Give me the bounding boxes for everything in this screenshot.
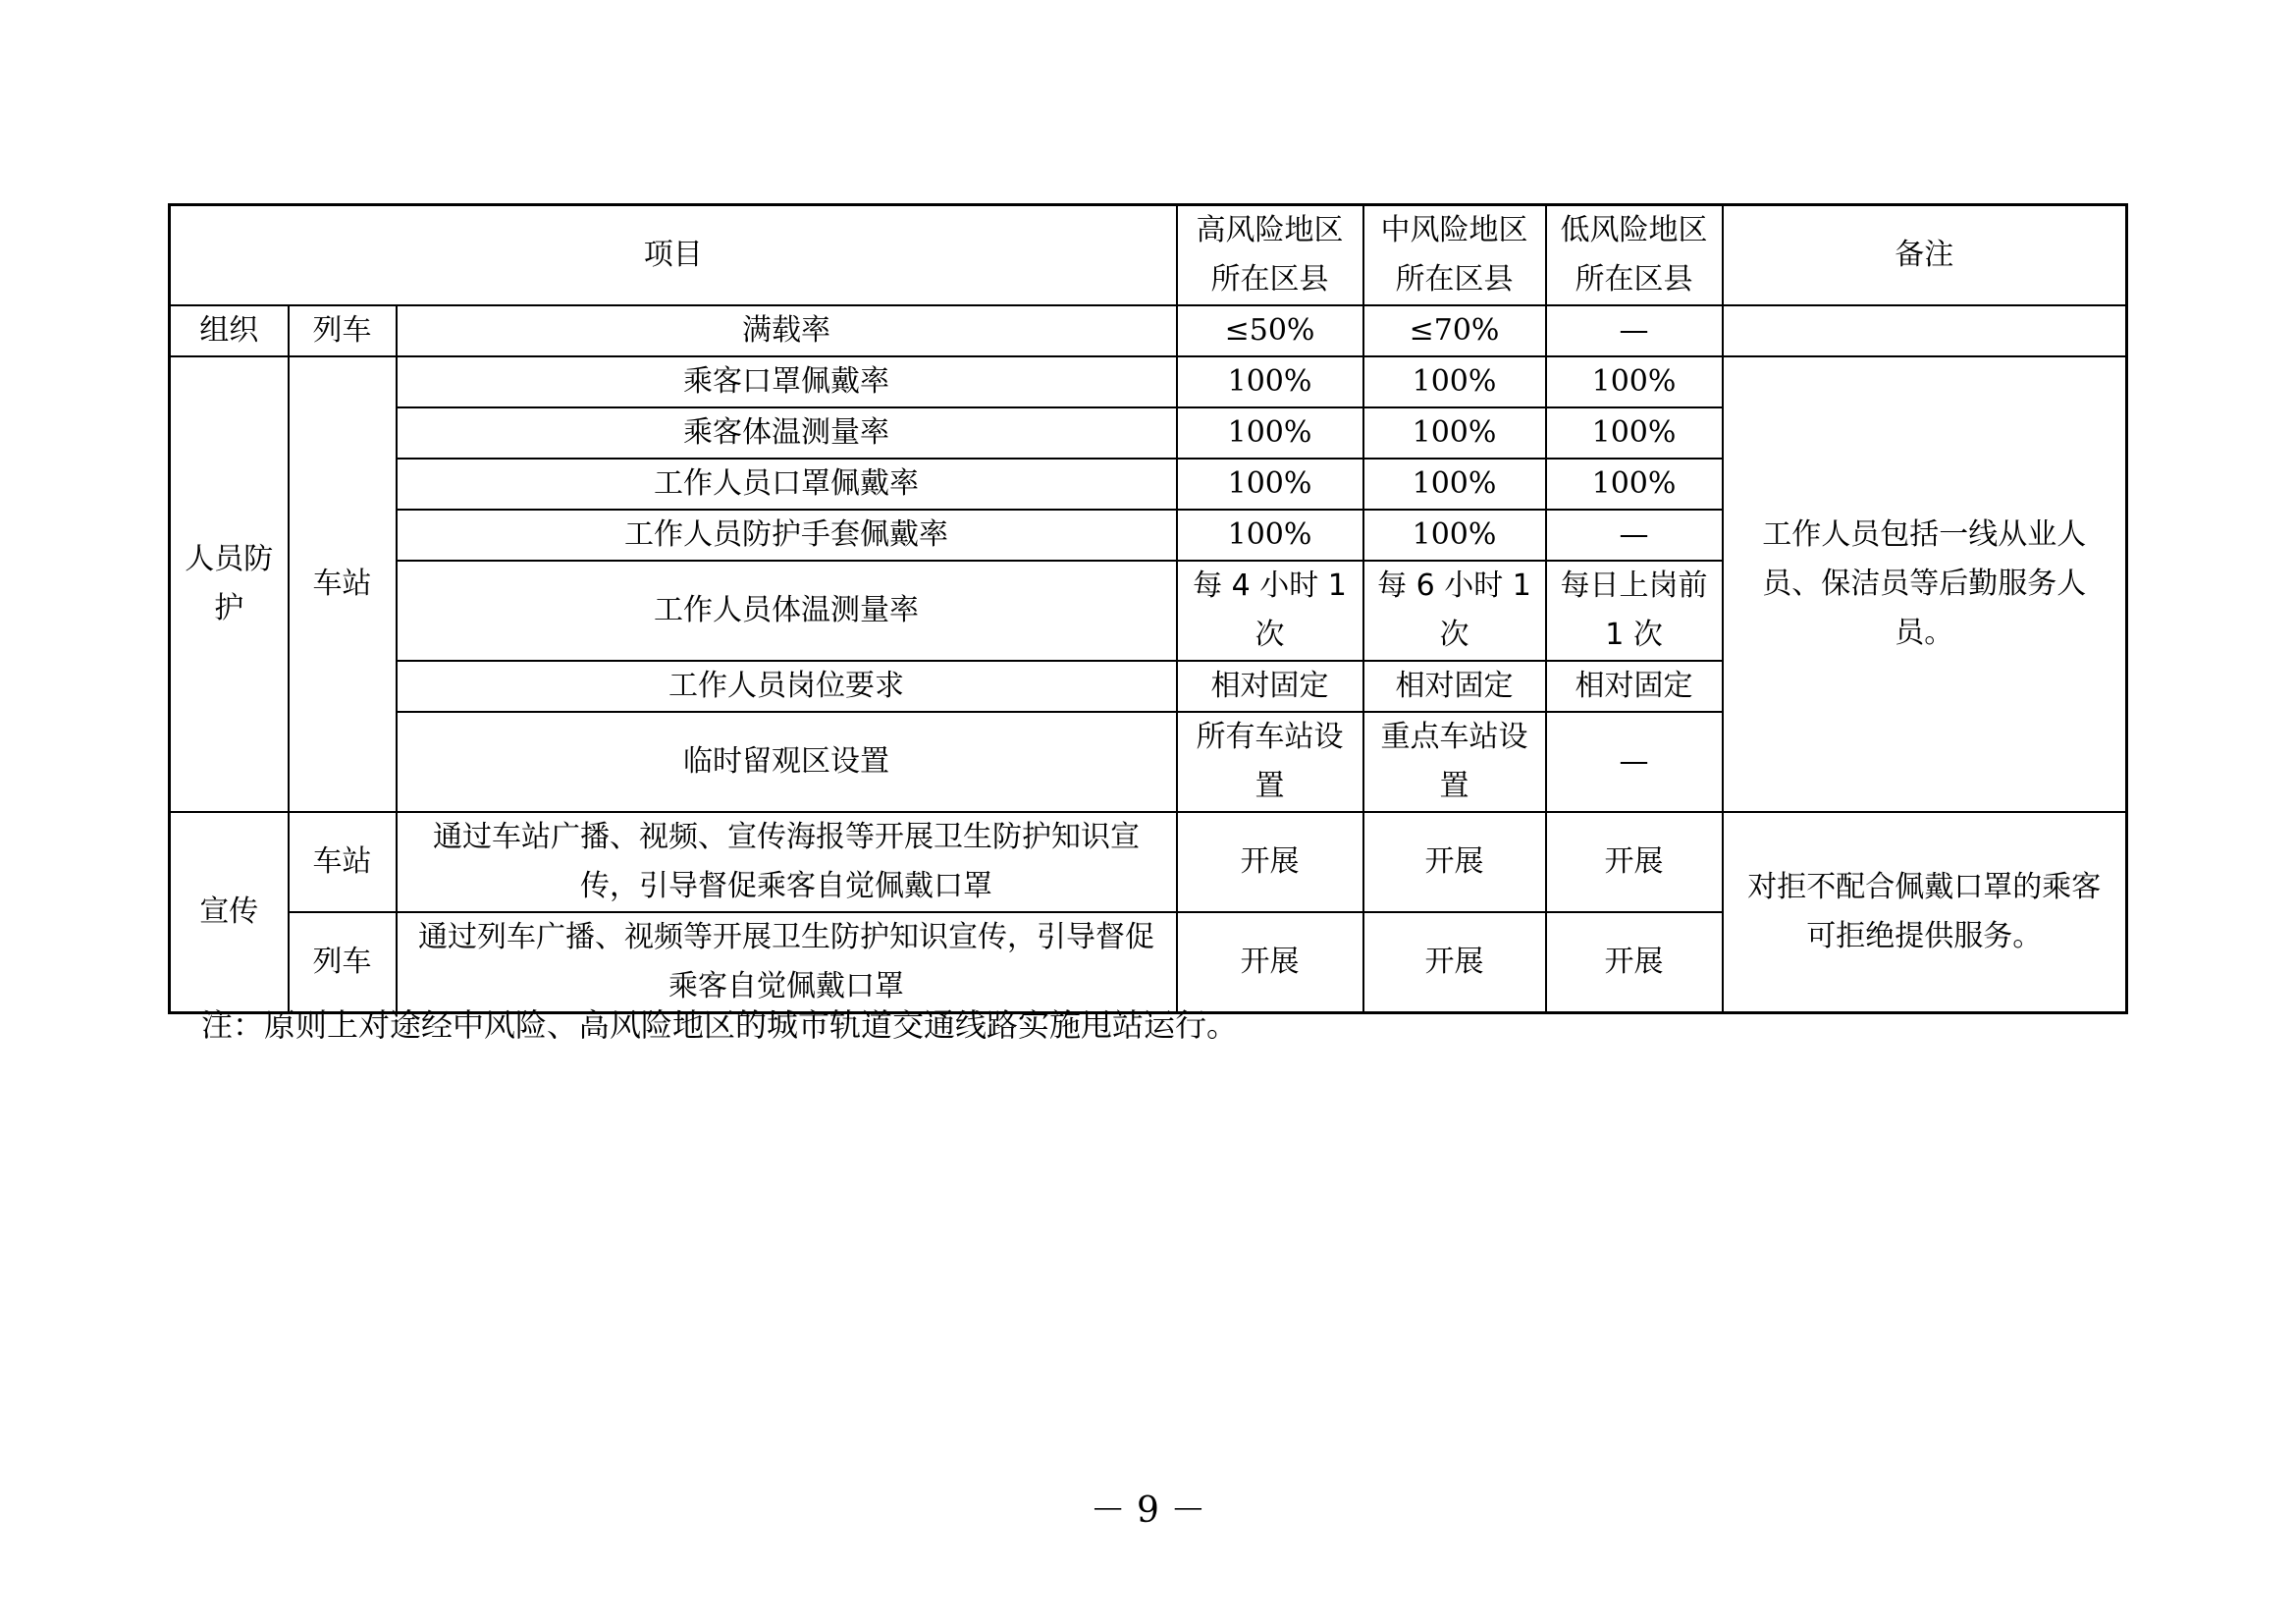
- remark-cell: [1723, 305, 2127, 356]
- header-row: [170, 205, 2127, 306]
- remark-cell: 对拒不配合佩戴口罩的乘客可拒绝提供服务。: [1723, 812, 2127, 1013]
- high-risk-value: 100%: [1177, 356, 1363, 407]
- high-risk-value: 开展: [1177, 812, 1363, 912]
- header-medium-risk: 中风险地区所在区县: [1363, 205, 1546, 306]
- low-risk-value: 100%: [1546, 407, 1723, 459]
- medium-risk-value: 100%: [1363, 407, 1546, 459]
- high-risk-value: 100%: [1177, 407, 1363, 459]
- high-risk-value: 开展: [1177, 912, 1363, 1013]
- high-risk-value: ≤50%: [1177, 305, 1363, 356]
- subcategory-cell: 车站: [289, 356, 397, 812]
- table-row: [170, 305, 2127, 356]
- header-low-risk: 低风险地区所在区县: [1546, 205, 1723, 306]
- low-risk-value: 相对固定: [1546, 661, 1723, 712]
- medium-risk-value: 100%: [1363, 510, 1546, 561]
- item-cell: 满载率: [397, 305, 1177, 356]
- subcategory-cell: 列车: [289, 912, 397, 1013]
- page-number: － 9 －: [1090, 1490, 1206, 1531]
- header-item: 项目: [170, 205, 1177, 306]
- item-cell: 乘客口罩佩戴率: [397, 356, 1177, 407]
- subcategory-cell: 车站: [289, 812, 397, 912]
- category-cell: 组织: [170, 305, 289, 356]
- high-risk-value: 100%: [1177, 459, 1363, 510]
- item-cell: 通过车站广播、视频、宣传海报等开展卫生防护知识宣传，引导督促乘客自觉佩戴口罩: [397, 812, 1177, 912]
- low-risk-value: 100%: [1546, 459, 1723, 510]
- item-cell: 乘客体温测量率: [397, 407, 1177, 459]
- category-cell: 人员防护: [170, 356, 289, 812]
- high-risk-value: 每 4 小时 1 次: [1177, 561, 1363, 661]
- low-risk-value: 开展: [1546, 812, 1723, 912]
- low-risk-value: 开展: [1546, 912, 1723, 1013]
- low-risk-value: —: [1546, 510, 1723, 561]
- item-cell: 工作人员口罩佩戴率: [397, 459, 1177, 510]
- medium-risk-value: ≤70%: [1363, 305, 1546, 356]
- table-row: [170, 812, 2127, 912]
- header-remark: 备注: [1723, 205, 2127, 306]
- low-risk-value: 每日上岗前 1 次: [1546, 561, 1723, 661]
- medium-risk-value: 每 6 小时 1 次: [1363, 561, 1546, 661]
- low-risk-value: —: [1546, 712, 1723, 812]
- remark-cell: 工作人员包括一线从业人员、保洁员等后勤服务人员。: [1723, 356, 2127, 812]
- item-cell: 通过列车广播、视频等开展卫生防护知识宣传，引导督促乘客自觉佩戴口罩: [397, 912, 1177, 1013]
- medium-risk-value: 重点车站设置: [1363, 712, 1546, 812]
- item-cell: 工作人员体温测量率: [397, 561, 1177, 661]
- item-cell: 工作人员岗位要求: [397, 661, 1177, 712]
- footnote: 注：原则上对途经中风险、高风险地区的城市轨道交通线路实施甩站运行。: [201, 1006, 1239, 1044]
- high-risk-value: 100%: [1177, 510, 1363, 561]
- low-risk-value: 100%: [1546, 356, 1723, 407]
- header-high-risk: 高风险地区所在区县: [1177, 205, 1363, 306]
- item-cell: 临时留观区设置: [397, 712, 1177, 812]
- table-row: [170, 356, 2127, 407]
- low-risk-value: —: [1546, 305, 1723, 356]
- medium-risk-value: 100%: [1363, 459, 1546, 510]
- medium-risk-value: 开展: [1363, 812, 1546, 912]
- risk-measures-table: [168, 203, 2128, 1014]
- high-risk-value: 相对固定: [1177, 661, 1363, 712]
- category-cell: 宣传: [170, 812, 289, 1013]
- subcategory-cell: 列车: [289, 305, 397, 356]
- high-risk-value: 所有车站设置: [1177, 712, 1363, 812]
- medium-risk-value: 相对固定: [1363, 661, 1546, 712]
- medium-risk-value: 100%: [1363, 356, 1546, 407]
- item-cell: 工作人员防护手套佩戴率: [397, 510, 1177, 561]
- medium-risk-value: 开展: [1363, 912, 1546, 1013]
